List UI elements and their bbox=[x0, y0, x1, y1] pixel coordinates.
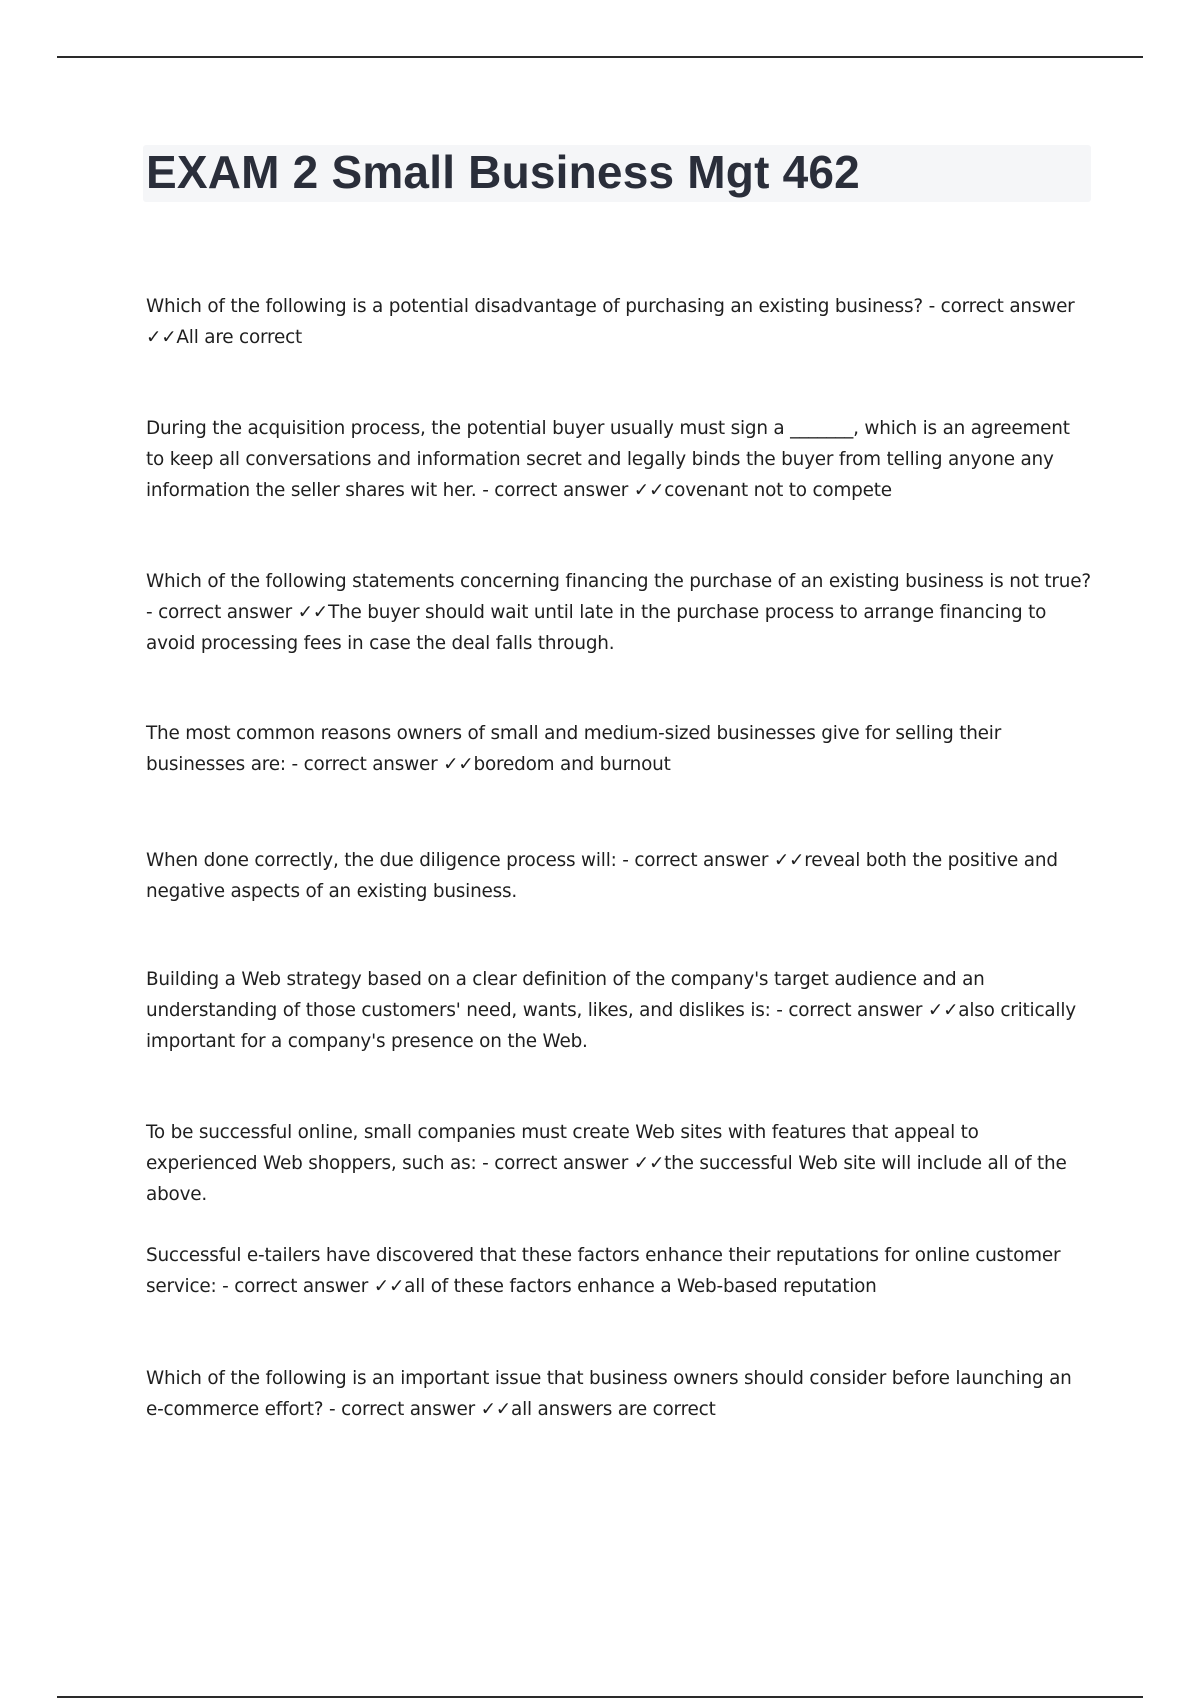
question-text: The most common reasons owners of small and medium-sized businesses give for selling their businesses are: bbox=[146, 723, 1002, 775]
qa-item bbox=[146, 1363, 1091, 1425]
answer-prefix: - correct answer ✓✓ bbox=[482, 480, 665, 501]
answer-prefix: - correct answer ✓✓ bbox=[146, 602, 329, 623]
answer-text: boredom and burnout bbox=[473, 754, 671, 775]
answer-text: The buyer should wait until late in the purchase process to arrange financing to avoid processing fees in case the deal falls through. bbox=[146, 602, 1047, 654]
answer-prefix: - correct answer ✓✓ bbox=[222, 1276, 405, 1297]
question-text: Building a Web strategy based on a clear definition of the company's target audience and an understanding of those customers' need, wants, likes, and dislikes is: bbox=[146, 969, 985, 1021]
qa-item bbox=[146, 413, 1091, 506]
answer-text: covenant not to compete bbox=[664, 480, 892, 501]
answer-prefix: - correct answer ✓✓ bbox=[291, 754, 474, 775]
answer-prefix: - correct answer ✓✓ bbox=[329, 1399, 512, 1420]
answer-text: reveal both the positive and negative aspects of an existing business. bbox=[146, 850, 1058, 902]
qa-item bbox=[146, 1117, 1091, 1210]
top-rule bbox=[57, 56, 1143, 58]
question-text: Which of the following is an important issue that business owners should consider before launching an e-commerce effort? bbox=[146, 1368, 1072, 1420]
question-text: During the acquisition process, the potential buyer usually must sign a _______, which is an agreement to keep all conversations and information secret and legally binds the buyer from telling anyone any information the seller shares wit her. bbox=[146, 418, 1070, 501]
qa-item bbox=[146, 1240, 1091, 1302]
qa-item bbox=[146, 291, 1091, 353]
qa-item bbox=[146, 566, 1091, 659]
question-text: To be successful online, small companies must create Web sites with features that appeal to experienced Web shoppers, such as: bbox=[146, 1122, 979, 1174]
question-text: When done correctly, the due diligence process will: bbox=[146, 850, 617, 871]
answer-prefix: - correct answer ✓✓ bbox=[482, 1153, 665, 1174]
answer-text: also critically important for a company's presence on the Web. bbox=[146, 1000, 1076, 1052]
page-title: EXAM 2 Small Business Mgt 462 bbox=[146, 146, 860, 198]
answer-prefix: - correct answer ✓✓ bbox=[776, 1000, 959, 1021]
answer-prefix: - correct answer ✓✓ bbox=[622, 850, 805, 871]
question-text: Which of the following is a potential disadvantage of purchasing an existing business? bbox=[146, 296, 923, 317]
answer-text: the successful Web site will include all of the above. bbox=[146, 1153, 1067, 1205]
qa-item bbox=[146, 845, 1091, 907]
answer-prefix: - correct answer ✓✓ bbox=[146, 296, 1075, 348]
qa-item bbox=[146, 964, 1091, 1057]
answer-text: all answers are correct bbox=[511, 1399, 716, 1420]
answer-text: All are correct bbox=[176, 327, 303, 348]
qa-item bbox=[146, 718, 1091, 780]
question-text: Successful e-tailers have discovered that these factors enhance their reputations for online customer service: bbox=[146, 1245, 1061, 1297]
bottom-rule bbox=[57, 1696, 1143, 1698]
question-text: Which of the following statements concerning financing the purchase of an existing business is not true? bbox=[146, 571, 1091, 592]
answer-text: all of these factors enhance a Web-based reputation bbox=[404, 1276, 877, 1297]
